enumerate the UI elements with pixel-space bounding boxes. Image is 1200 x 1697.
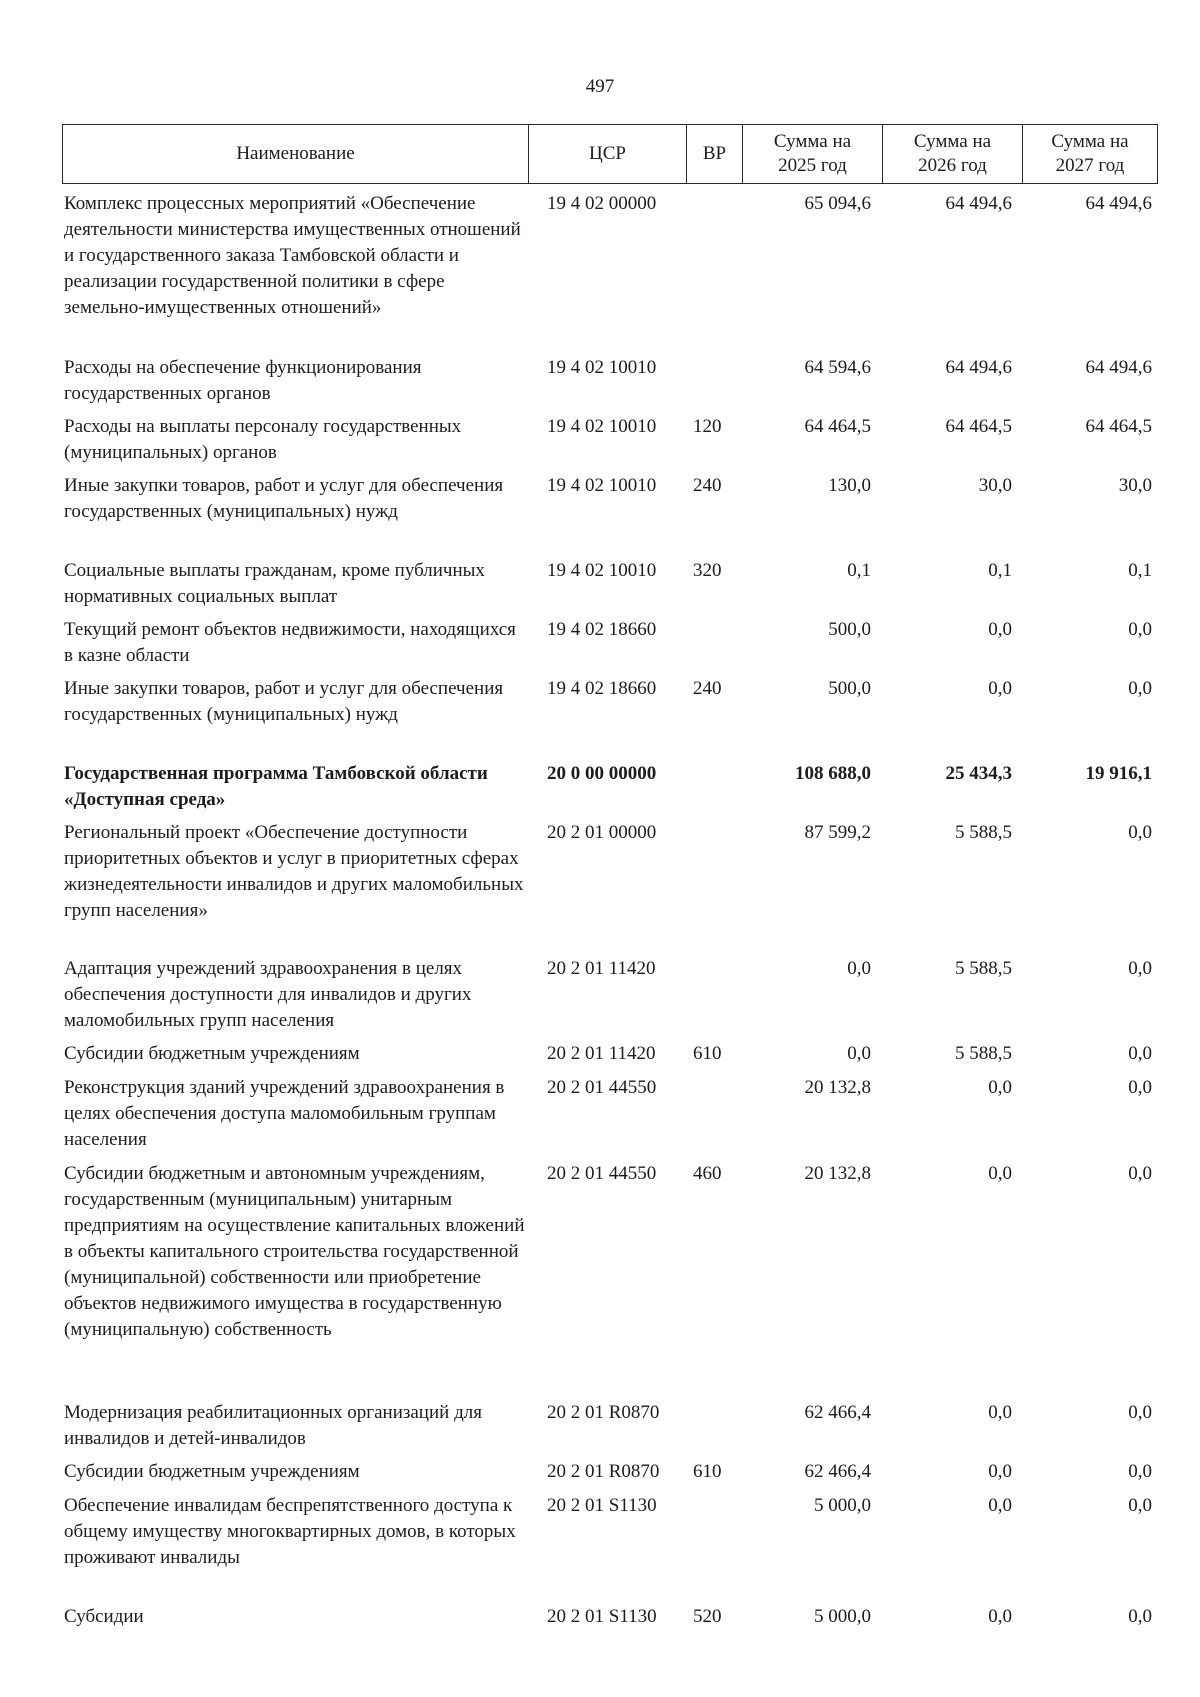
row-sum-2027: 0,0 <box>1128 619 1152 640</box>
row-csr: 19 4 02 18660 <box>547 619 657 640</box>
row-sum-2027: 0,0 <box>1128 1402 1152 1423</box>
row-name: Обеспечение инвалидам беспрепятственного доступа к общему имуществу многоквартирных домов, в которых проживают инвалиды <box>64 1495 516 1568</box>
header-csr: ЦСР <box>528 125 686 183</box>
row-sum-2025: 64 594,6 <box>804 357 871 378</box>
row-name: Субсидии бюджетным и автономным учреждениям, государственным (муниципальным) унитарным предприятиям на осуществление капитальных вложений в объекты капитального строительства государственной (муниципальной) собственности или приобретение объектов недвижимого имущества в государственную (муниципальную) собственность <box>64 1163 525 1340</box>
row-sum-2027: 19 916,1 <box>1085 763 1152 784</box>
row-vr: 610 <box>693 1043 722 1064</box>
row-name: Социальные выплаты гражданам, кроме публичных нормативных социальных выплат <box>64 560 485 607</box>
row-name: Иные закупки товаров, работ и услуг для обеспечения государственных (муниципальных) нужд <box>64 475 504 522</box>
row-sum-2026: 0,0 <box>988 1163 1012 1184</box>
row-name: Расходы на обеспечение функционирования государственных органов <box>64 357 422 404</box>
row-name: Комплекс процессных мероприятий «Обеспечение деятельности министерства имущественных отношений и государственного заказа Тамбовской области и реализации государственной политики в сфере земельно-имущественных отношений» <box>64 193 521 318</box>
row-csr: 20 2 01 R0870 <box>547 1461 660 1482</box>
table-header <box>62 124 1158 184</box>
header-sum-2027: Сумма на 2027 год <box>1022 125 1157 183</box>
row-csr: 20 2 01 S1130 <box>547 1495 657 1516</box>
row-sum-2025: 65 094,6 <box>804 193 871 214</box>
row-sum-2026: 0,0 <box>988 619 1012 640</box>
row-sum-2026: 0,0 <box>988 1077 1012 1098</box>
row-sum-2025: 130,0 <box>828 475 871 496</box>
row-sum-2025: 500,0 <box>828 619 871 640</box>
header-vr: ВР <box>686 125 742 183</box>
row-csr: 20 2 01 11420 <box>547 1043 656 1064</box>
row-vr: 240 <box>693 678 722 699</box>
row-name: Иные закупки товаров, работ и услуг для обеспечения государственных (муниципальных) нужд <box>64 678 504 725</box>
row-sum-2025: 62 466,4 <box>804 1461 871 1482</box>
row-sum-2026: 5 588,5 <box>955 1043 1012 1064</box>
row-vr: 240 <box>693 475 722 496</box>
row-name: Государственная программа Тамбовской области «Доступная среда» <box>64 763 488 810</box>
row-csr: 19 4 02 10010 <box>547 357 657 378</box>
row-csr: 19 4 02 10010 <box>547 416 657 437</box>
row-sum-2026: 64 494,6 <box>945 193 1012 214</box>
row-sum-2025: 0,0 <box>847 1043 871 1064</box>
row-csr: 20 2 01 44550 <box>547 1163 657 1184</box>
row-vr: 320 <box>693 560 722 581</box>
row-sum-2027: 64 464,5 <box>1085 416 1152 437</box>
row-sum-2025: 20 132,8 <box>804 1077 871 1098</box>
row-sum-2027: 0,0 <box>1128 958 1152 979</box>
row-vr: 120 <box>693 416 722 437</box>
row-csr: 20 2 01 44550 <box>547 1077 657 1098</box>
row-sum-2025: 5 000,0 <box>814 1606 871 1627</box>
row-sum-2026: 5 588,5 <box>955 822 1012 843</box>
row-csr: 20 2 01 11420 <box>547 958 656 979</box>
row-sum-2027: 64 494,6 <box>1085 357 1152 378</box>
row-vr: 460 <box>693 1163 722 1184</box>
row-sum-2026: 0,0 <box>988 1606 1012 1627</box>
row-sum-2026: 5 588,5 <box>955 958 1012 979</box>
row-sum-2026: 0,1 <box>988 560 1012 581</box>
row-sum-2026: 0,0 <box>988 678 1012 699</box>
row-sum-2026: 30,0 <box>978 475 1012 496</box>
row-csr: 19 4 02 18660 <box>547 678 657 699</box>
row-csr: 20 2 01 S1130 <box>547 1606 657 1627</box>
row-sum-2025: 64 464,5 <box>804 416 871 437</box>
row-csr: 19 4 02 10010 <box>547 560 657 581</box>
row-sum-2027: 0,0 <box>1128 1606 1152 1627</box>
row-sum-2026: 64 464,5 <box>945 416 1012 437</box>
row-sum-2026: 25 434,3 <box>945 763 1012 784</box>
row-csr: 20 2 01 00000 <box>547 822 657 843</box>
header-sum-2026: Сумма на 2026 год <box>882 125 1022 183</box>
row-sum-2027: 0,0 <box>1128 822 1152 843</box>
row-sum-2025: 0,1 <box>847 560 871 581</box>
row-sum-2027: 30,0 <box>1118 475 1152 496</box>
row-sum-2025: 62 466,4 <box>804 1402 871 1423</box>
row-vr: 520 <box>693 1606 722 1627</box>
row-sum-2025: 500,0 <box>828 678 871 699</box>
row-sum-2027: 0,0 <box>1128 1077 1152 1098</box>
row-csr: 19 4 02 10010 <box>547 475 657 496</box>
row-sum-2025: 108 688,0 <box>795 763 871 784</box>
row-sum-2027: 0,1 <box>1128 560 1152 581</box>
row-sum-2027: 0,0 <box>1128 1495 1152 1516</box>
header-sum-2025: Сумма на 2025 год <box>742 125 882 183</box>
row-name: Субсидии <box>64 1606 144 1627</box>
row-vr: 610 <box>693 1461 722 1482</box>
row-name: Расходы на выплаты персоналу государственных (муниципальных) органов <box>64 416 462 463</box>
row-sum-2025: 0,0 <box>847 958 871 979</box>
row-name: Региональный проект «Обеспечение доступности приоритетных объектов и услуг в приоритетных сферах жизнедеятельности инвалидов и других маломобильных групп населения» <box>64 822 524 921</box>
row-sum-2027: 0,0 <box>1128 1163 1152 1184</box>
row-sum-2027: 64 494,6 <box>1085 193 1152 214</box>
row-sum-2026: 0,0 <box>988 1402 1012 1423</box>
row-name: Текущий ремонт объектов недвижимости, находящихся в казне области <box>64 619 516 666</box>
header-name: Наименование <box>236 143 355 164</box>
row-csr: 19 4 02 00000 <box>547 193 657 214</box>
row-name: Субсидии бюджетным учреждениям <box>64 1461 360 1482</box>
row-sum-2025: 87 599,2 <box>804 822 871 843</box>
row-sum-2025: 5 000,0 <box>814 1495 871 1516</box>
row-name: Реконструкция зданий учреждений здравоохранения в целях обеспечения доступа маломобильным группам населения <box>64 1077 505 1150</box>
row-csr: 20 0 00 00000 <box>547 763 657 784</box>
row-sum-2027: 0,0 <box>1128 1043 1152 1064</box>
page-number: 497 <box>585 76 615 97</box>
row-name: Адаптация учреждений здравоохранения в целях обеспечения доступности для инвалидов и других маломобильных групп населения <box>64 958 472 1031</box>
row-sum-2026: 0,0 <box>988 1461 1012 1482</box>
row-sum-2026: 0,0 <box>988 1495 1012 1516</box>
row-name: Модернизация реабилитационных организаций для инвалидов и детей-инвалидов <box>64 1402 482 1449</box>
row-sum-2027: 0,0 <box>1128 678 1152 699</box>
row-sum-2027: 0,0 <box>1128 1461 1152 1482</box>
row-csr: 20 2 01 R0870 <box>547 1402 660 1423</box>
row-sum-2026: 64 494,6 <box>945 357 1012 378</box>
row-name: Субсидии бюджетным учреждениям <box>64 1043 360 1064</box>
row-sum-2025: 20 132,8 <box>804 1163 871 1184</box>
